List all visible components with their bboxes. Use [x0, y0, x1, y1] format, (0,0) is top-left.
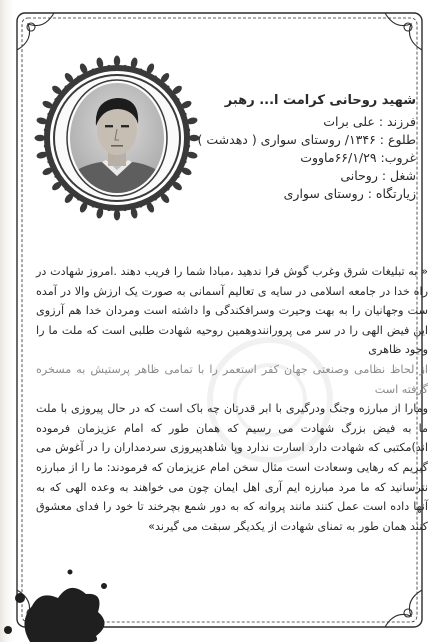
testament-paragraph-3: ومارا از مبارزه وجنگ ودرگیری با ابر قدرتان چه باک است که در حال پیروزی با ملت ما به فیض بزرگ شهادت می رسیم که همان طور که امام عزیزمان فرموده اند)مکتبی که شهادت دارد اسارت ندارد وپا شاهدپیروزی سردمداران را در آغوش می گیریم که رهایی وسعادت است مثال سخن امام عزیزمان که فرمودند: ما را از مبارزه نترسانید که ما مرد مبارزه ایم آری اهل ایمان چون می خواهند به وعده الهی که به آنها داده است عمل کنند مانند پروانه که به دور شمع بچرخند تا خود را فدای معشوق کنند همان طور به تمنای شهادت از یکدیگر سبقت می گیرند»: [36, 402, 428, 533]
birth-info: طلوع : ۱۳۴۶/ روستای سواری ( دهدشت ): [197, 132, 416, 147]
martyr-name: شهید روحانی کرامت ا... رهبر: [224, 93, 416, 108]
rosette-petal: [114, 210, 120, 221]
testament-paragraph-2: از لحاظ نظامی وصنعتی جهان کفر استعمر را با تمامی ظاهر پرستیش به مسخره گرفته است: [36, 362, 428, 396]
father-name: فرزند : علی برات: [323, 114, 416, 129]
testament-text: [36, 262, 428, 536]
portrait: [32, 52, 202, 222]
occupation: شغل : روحانی: [340, 168, 416, 183]
rosette-petal: [114, 56, 120, 67]
burial-place: زیارتگاه : روستای سواری: [283, 186, 416, 201]
ink-stain-icon: [0, 540, 120, 642]
testament-paragraph-1: « به تبلیغات شرق وغرب گوش فرا ندهید ،مبادا شما را فریب دهند .امروز شهادت در راه خدا در جامعه اسلامی در سایه ی تعالیم آسمانی به صورت یک ارزش والا در آمده ست وجهانیان را به بهت وحیرت وسرافکندگی وا داشته است ومردان خدا هم آرزوی این فیض الهی را در سر می پرورانندوهمین روحیه شهادت طلبی است که ملت ما را وجود ظاهری: [36, 265, 428, 357]
floral-rosette-frame-icon: [32, 52, 202, 222]
profile-details: [197, 92, 416, 203]
death-info: غروب: ۶۶/۱/۲۹ماووت: [300, 150, 416, 165]
rosette-petal: [35, 135, 46, 141]
